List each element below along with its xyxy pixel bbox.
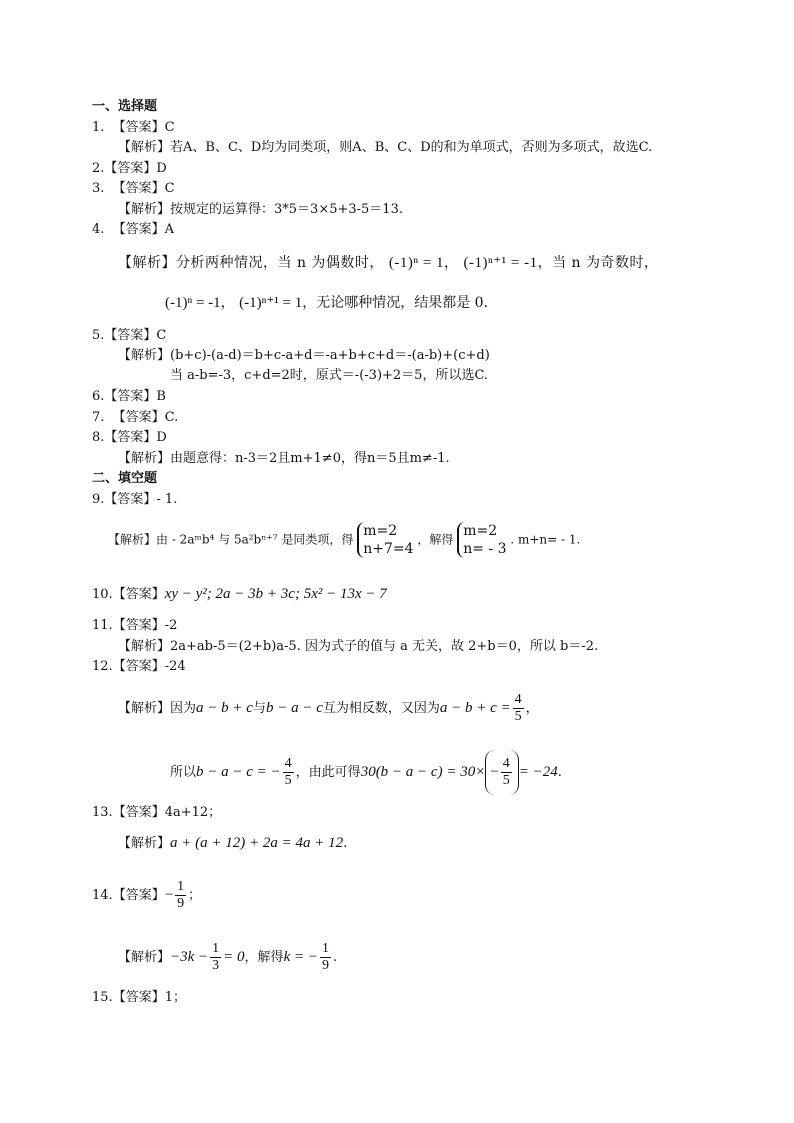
- q14-answer-frac: [175, 879, 186, 912]
- q6-number: 6.: [92, 389, 105, 404]
- q5-answer-text: 【答案】C: [104, 328, 167, 343]
- q1-number: 1.: [92, 120, 105, 135]
- q12-t1: 因为: [170, 701, 197, 716]
- q13-answer-text: 【答案】4a+12；: [112, 805, 222, 820]
- q13-label: 【解析】: [118, 836, 171, 851]
- q13-end: .: [343, 836, 348, 851]
- q4-expr4: (-1)ⁿ⁺¹ = 1: [239, 295, 303, 311]
- q4-text1: 分析两种情况，当 n 为偶数时，: [176, 255, 384, 271]
- q13-number: 13.: [92, 805, 113, 820]
- q5-analysis-line2: 当 a-b=-3，c+d=2时，原式＝-(-3)+2＝5，所以选C.: [170, 368, 489, 383]
- q12-t4: ，: [525, 701, 539, 716]
- q12-number: 12.: [92, 659, 113, 674]
- q9-answer-text: 【答案】- 1.: [104, 492, 178, 507]
- q15-answer-text: 【答案】1；: [112, 990, 186, 1005]
- q3-analysis: 【解析】按规定的运算得：3*5＝3×5+3-5＝13.: [118, 202, 403, 217]
- q11-analysis: 【解析】2a+ab-5＝(2+b)a-5. 因为式子的值与 a 无关，故 2+b＝0，所以 b＝-2.: [118, 639, 599, 654]
- q10-answer-label: 【答案】: [112, 587, 165, 602]
- q6-answer: [92, 389, 166, 405]
- q14-frac-a: [210, 941, 221, 974]
- q15-answer: [92, 990, 186, 1006]
- q11-number: 11.: [92, 618, 113, 633]
- q11-answer-text: 【答案】-2: [112, 618, 178, 633]
- q12-e1: a − b + c: [196, 700, 253, 716]
- q14-answer: [92, 875, 201, 915]
- q9-pre: 【解析】由 - 2aᵐb⁴ 与 5a²bⁿ⁺⁷ 是同类项，得: [108, 532, 354, 547]
- q12-t7: .: [557, 765, 562, 780]
- q12-neg: −: [490, 764, 499, 780]
- q9-sys2-eq1: m=2: [463, 523, 498, 539]
- q14-answer-frac-num: 1: [177, 879, 185, 894]
- q12-frac-b-den: 5: [284, 773, 292, 788]
- q4-sep1: ，: [444, 255, 459, 271]
- q12-t6: ，由此可得: [295, 765, 361, 780]
- q12-answer-text: 【答案】-24: [112, 659, 186, 674]
- q9-post: . m+n= - 1.: [510, 532, 581, 547]
- q12-frac-b-num: 4: [284, 756, 292, 771]
- q11-answer: [92, 618, 177, 634]
- q14-frac-b-num: 1: [321, 941, 329, 956]
- q5-analysis-line1: 【解析】(b+c)-(a-d)＝b+c-a+d＝-a+b+c+d＝-(a-b)+(c+d): [118, 348, 490, 363]
- q14-e3: k = −: [283, 949, 318, 965]
- q5-number: 5.: [92, 328, 105, 343]
- q4-expr3: (-1)ⁿ = -1: [165, 295, 221, 311]
- section-title-fill: 二、填空题: [92, 471, 158, 486]
- q12-e6: = −24: [518, 764, 558, 780]
- q12-e5: 30(b − a − c) = 30×: [360, 764, 486, 780]
- q2-answer: [92, 161, 167, 177]
- q12-frac-c-den: 5: [502, 773, 510, 788]
- q8-answer-text: 【答案】D: [104, 430, 167, 445]
- q12-frac-a: [513, 692, 524, 725]
- q9-sys1-eq2: n+7=4: [363, 541, 414, 557]
- q1-answer: [92, 120, 175, 136]
- q4-answer: [92, 222, 174, 238]
- q12-e3: a − b + c =: [439, 700, 511, 716]
- q9-sys2-eq2: n= - 3: [463, 541, 507, 557]
- q12-t2: 与: [252, 701, 266, 716]
- q9-answer: [92, 492, 177, 508]
- q14-answer-frac-den: 9: [177, 896, 185, 911]
- q7-answer-text: 【答案】C.: [112, 410, 179, 425]
- q7-answer: [92, 410, 178, 426]
- q4-sep2: ，: [220, 295, 235, 311]
- q12-answer: [92, 659, 186, 675]
- q12-paren: [485, 750, 518, 795]
- q4-number: 4.: [92, 222, 105, 237]
- q14-end: .: [332, 950, 338, 965]
- q14-e2: = 0: [223, 949, 245, 965]
- q4-text2: ，当 n 为奇数时，: [537, 255, 659, 271]
- q9-number: 9.: [92, 492, 105, 507]
- q9-analysis: [108, 522, 580, 558]
- q10-answer: [92, 586, 387, 603]
- q2-number: 2.: [92, 161, 105, 176]
- q14-answer-label: 【答案】: [112, 888, 165, 903]
- q12-e2: b − a − c: [265, 700, 323, 716]
- q3-answer: [92, 181, 175, 197]
- q9-sys1-eq1: m=2: [363, 523, 398, 539]
- section-title-choice: 一、选择题: [92, 99, 158, 114]
- q12-frac-c: [501, 756, 512, 789]
- q12-frac-a-num: 4: [514, 692, 522, 707]
- q14-number: 14.: [92, 888, 113, 903]
- q1-analysis: 【解析】若A、B、C、D均为同类项，则A、B、C、D的和为单项式，否则为多项式，故选C.: [118, 140, 653, 155]
- q14-frac-a-den: 3: [212, 958, 220, 973]
- q6-answer-text: 【答案】B: [104, 389, 166, 404]
- q14-neg: −: [164, 887, 174, 903]
- q9-system-2: [457, 522, 506, 558]
- q12-e4: b − a − c = −: [196, 764, 281, 780]
- q5-answer: [92, 328, 166, 344]
- q14-semi: ；: [188, 888, 202, 903]
- q12-analysis-line2: [170, 750, 562, 794]
- q9-system-1: [357, 522, 413, 558]
- q12-t3: 互为相反数，又因为: [322, 701, 440, 716]
- q7-number: 7.: [92, 410, 105, 425]
- q12-t5: 所以: [170, 765, 197, 780]
- q12-frac-c-num: 4: [502, 756, 510, 771]
- q14-frac-a-num: 1: [212, 941, 220, 956]
- q14-e1: −3k −: [170, 949, 209, 965]
- q8-answer: [92, 430, 167, 446]
- q13-analysis: [118, 835, 347, 852]
- q10-number: 10.: [92, 587, 113, 602]
- q12-label: 【解析】: [118, 701, 171, 716]
- q14-frac-b: [320, 941, 331, 974]
- q14-analysis: [118, 937, 337, 977]
- q14-frac-b-den: 9: [321, 958, 329, 973]
- q13-answer: [92, 805, 221, 821]
- q4-expr2: (-1)ⁿ⁺¹ = -1: [463, 255, 538, 271]
- q2-answer-text: 【答案】D: [104, 161, 167, 176]
- q14-t1: ，解得: [244, 950, 284, 965]
- q8-number: 8.: [92, 430, 105, 445]
- q4-analysis-line2: [165, 295, 488, 311]
- q4-text3: ，无论哪种情况，结果都是 0.: [302, 295, 489, 311]
- q4-analysis-label: 【解析】: [118, 255, 176, 271]
- q8-analysis: 【解析】由题意得：n-3＝2且m+1≠0，得n＝5且m≠-1.: [118, 451, 450, 466]
- q14-label: 【解析】: [118, 950, 171, 965]
- q3-number: 3.: [92, 181, 105, 196]
- q1-answer-text: 【答案】C: [112, 120, 175, 135]
- q9-mid: ，解得: [417, 532, 454, 547]
- q12-analysis-line1: [118, 688, 539, 728]
- q4-expr1: (-1)ⁿ = 1: [388, 255, 445, 271]
- q10-expr: xy − y²; 2a − 3b + 3c; 5x² − 13x − 7: [164, 586, 387, 602]
- q12-frac-b: [283, 756, 294, 789]
- q4-analysis-line1: [118, 255, 659, 271]
- q13-expr: a + (a + 12) + 2a = 4a + 12: [170, 835, 344, 851]
- q3-answer-text: 【答案】C: [112, 181, 175, 196]
- q15-number: 15.: [92, 990, 113, 1005]
- q4-answer-text: 【答案】A: [112, 222, 175, 237]
- q12-frac-a-den: 5: [514, 709, 522, 724]
